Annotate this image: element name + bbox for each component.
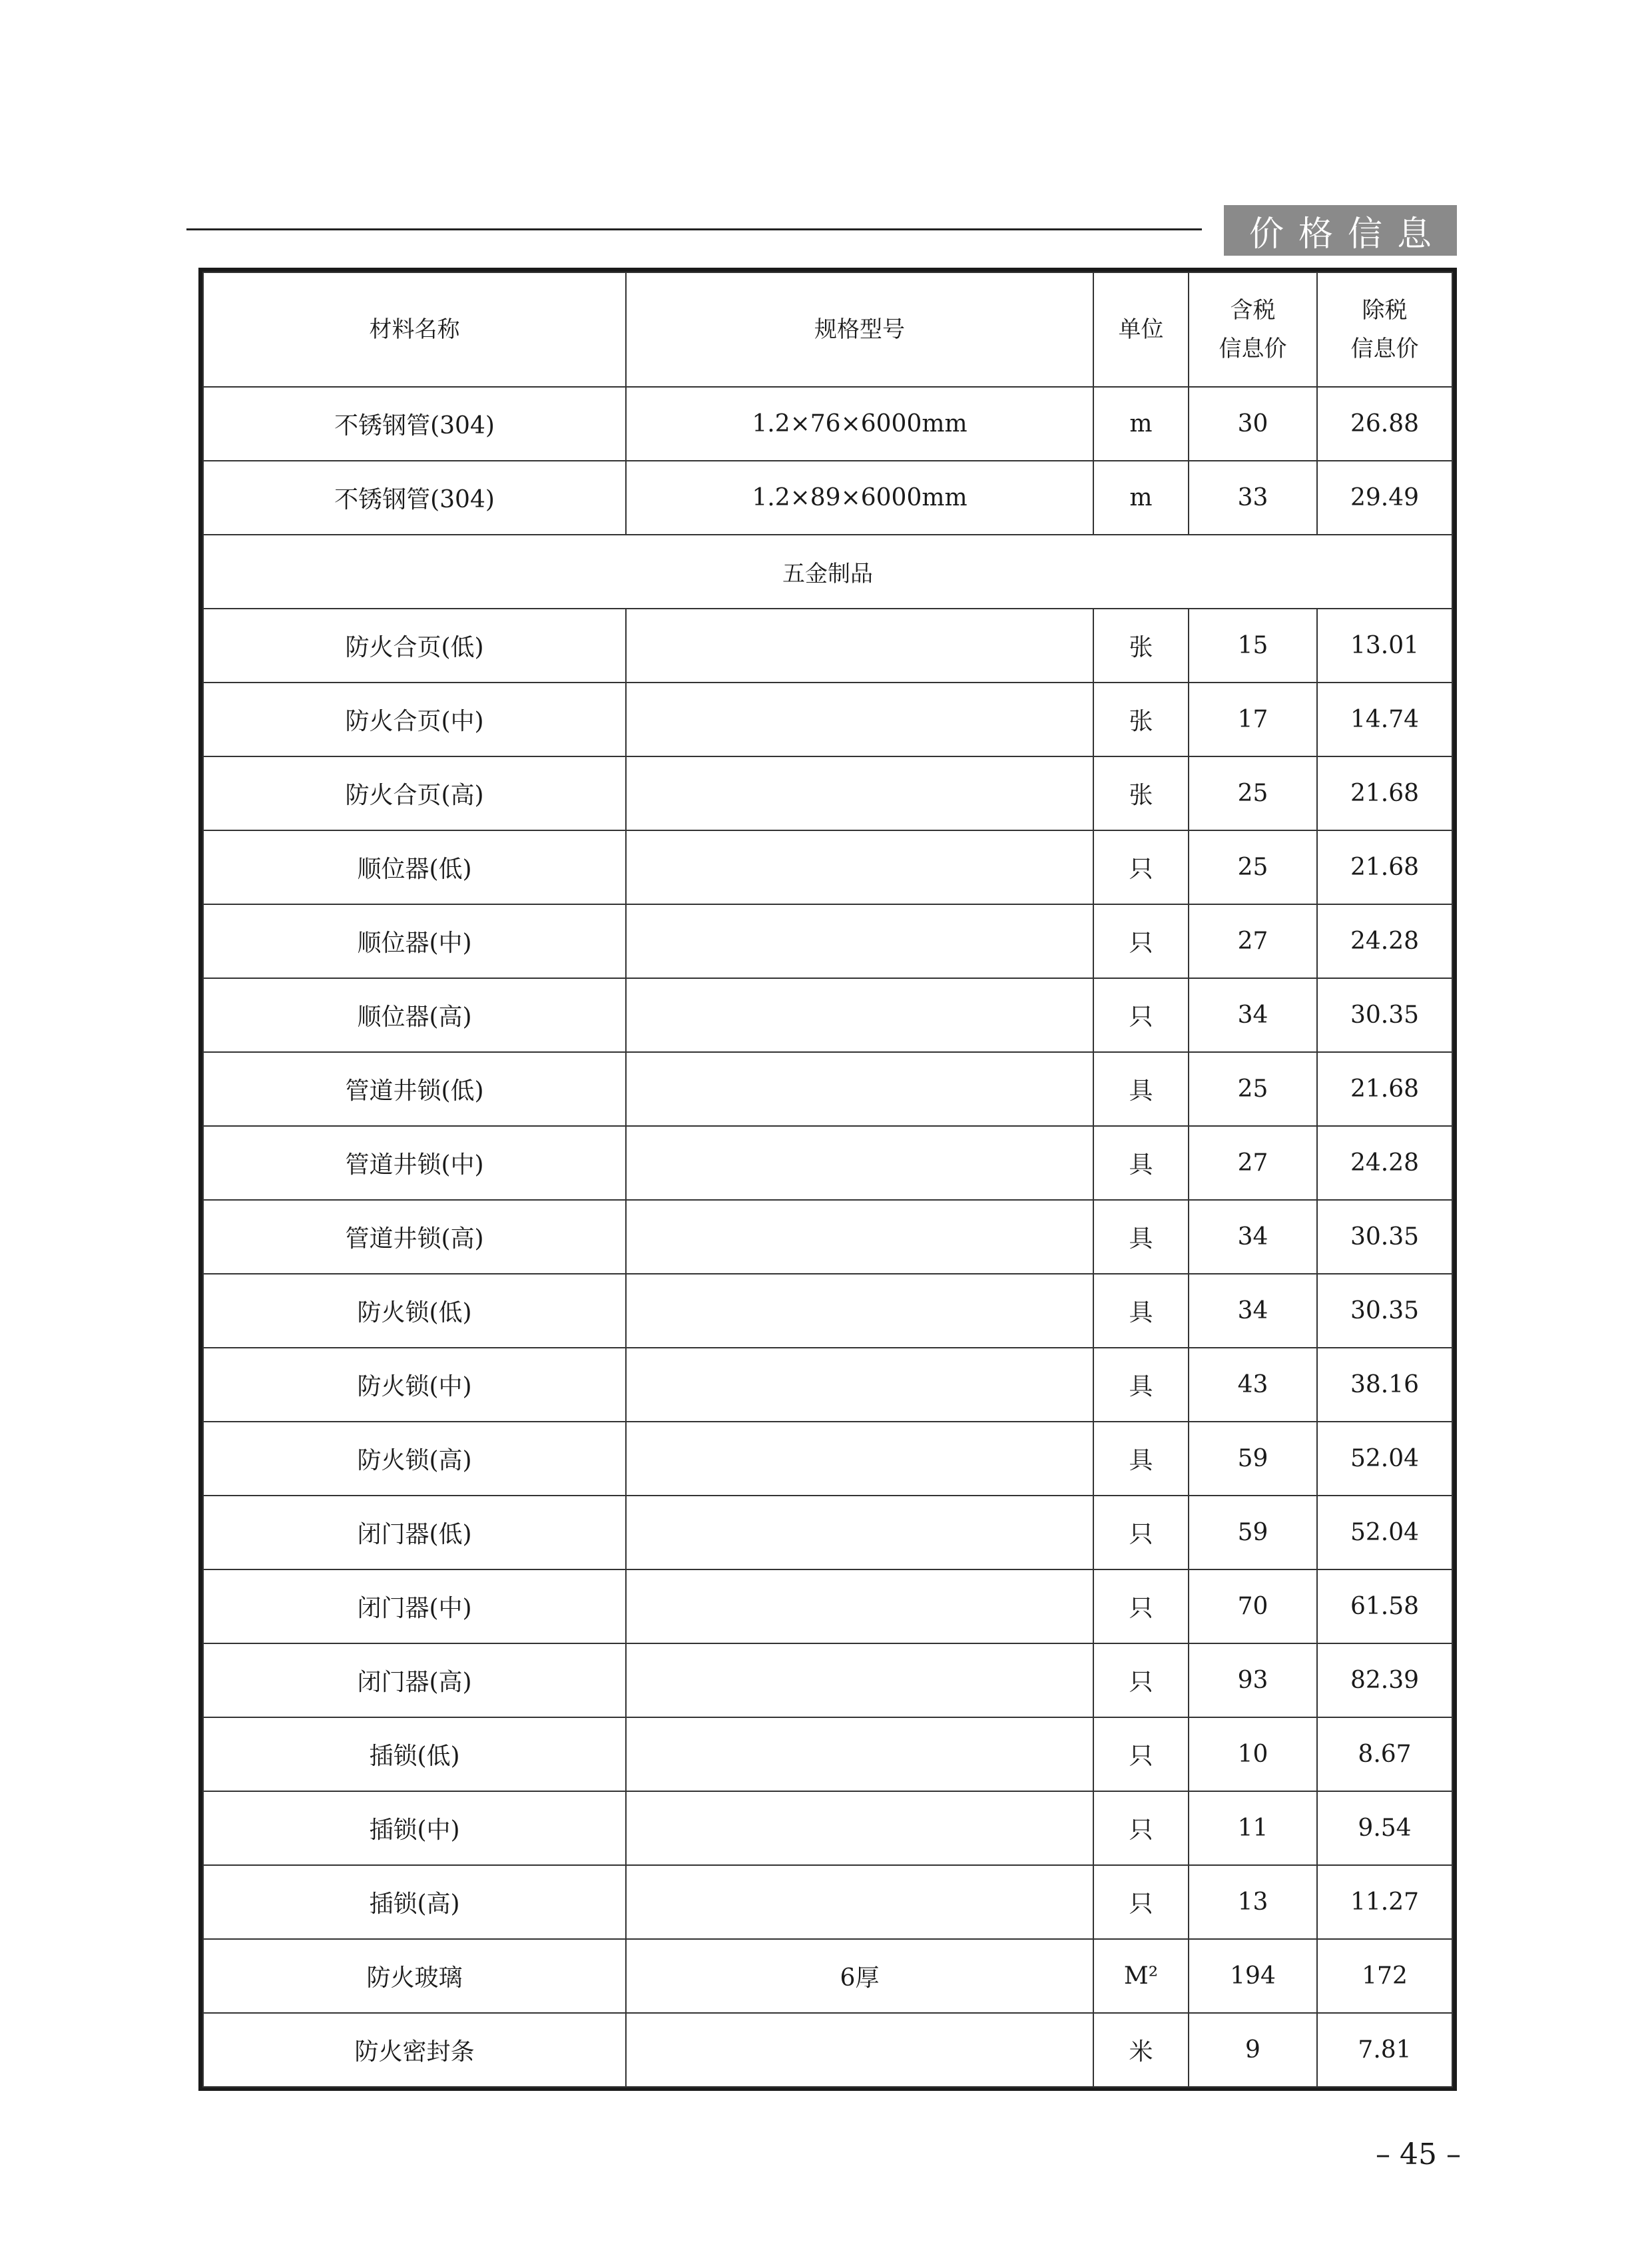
cell-spec xyxy=(626,1791,1093,1865)
cell-name: 顺位器(高) xyxy=(203,978,626,1052)
cell-unit: 只 xyxy=(1093,1791,1189,1865)
cell-name: 插锁(中) xyxy=(203,1791,626,1865)
cell-name: 防火锁(中) xyxy=(203,1348,626,1422)
column-header-spec: 规格型号 xyxy=(626,272,1093,387)
table-row xyxy=(203,904,1452,978)
cell-name: 防火合页(高) xyxy=(203,756,626,830)
cell-spec xyxy=(626,1569,1093,1643)
cell-spec: 1.2×76×6000mm xyxy=(626,387,1093,461)
cell-spec xyxy=(626,1496,1093,1569)
table-row xyxy=(203,1643,1452,1717)
cell-unit: m xyxy=(1093,461,1189,535)
cell-name: 防火合页(低) xyxy=(203,609,626,683)
cell-unit: 只 xyxy=(1093,1643,1189,1717)
table-row xyxy=(203,1126,1452,1200)
cell-price-notax: 9.54 xyxy=(1317,1791,1452,1865)
table-row xyxy=(203,609,1452,683)
section-title-tab xyxy=(1224,205,1457,256)
cell-name: 闭门器(低) xyxy=(203,1496,626,1569)
cell-price-tax: 93 xyxy=(1189,1643,1317,1717)
table-row xyxy=(203,1348,1452,1422)
cell-unit: m xyxy=(1093,387,1189,461)
table-row xyxy=(203,683,1452,756)
table-header-row xyxy=(203,272,1452,387)
cell-price-tax: 27 xyxy=(1189,904,1317,978)
cell-name: 插锁(高) xyxy=(203,1865,626,1939)
cell-unit: 张 xyxy=(1093,756,1189,830)
cell-name: 防火锁(高) xyxy=(203,1422,626,1496)
table-row xyxy=(203,1274,1452,1348)
cell-unit: 只 xyxy=(1093,1865,1189,1939)
cell-name: 防火合页(中) xyxy=(203,683,626,756)
cell-unit: 张 xyxy=(1093,683,1189,756)
table-row xyxy=(203,830,1452,904)
cell-price-notax: 8.67 xyxy=(1317,1717,1452,1791)
cell-name: 插锁(低) xyxy=(203,1717,626,1791)
table-row xyxy=(203,1865,1452,1939)
cell-price-tax: 27 xyxy=(1189,1126,1317,1200)
cell-name: 顺位器(低) xyxy=(203,830,626,904)
section-title: 价格信息 xyxy=(1248,214,1446,254)
cell-spec xyxy=(626,1643,1093,1717)
cell-price-tax: 43 xyxy=(1189,1348,1317,1422)
cell-spec xyxy=(626,1052,1093,1126)
cell-unit: 只 xyxy=(1093,1569,1189,1643)
cell-spec xyxy=(626,830,1093,904)
cell-unit: 具 xyxy=(1093,1422,1189,1496)
column-header-name: 材料名称 xyxy=(203,272,626,387)
table-row xyxy=(203,1791,1452,1865)
table-row xyxy=(203,387,1452,461)
cell-price-tax: 34 xyxy=(1189,1200,1317,1274)
column-header-price-notax: 除税 信息价 xyxy=(1317,272,1452,387)
cell-price-notax: 61.58 xyxy=(1317,1569,1452,1643)
cell-price-notax: 52.04 xyxy=(1317,1422,1452,1496)
cell-price-tax: 25 xyxy=(1189,1052,1317,1126)
cell-name: 管道井锁(低) xyxy=(203,1052,626,1126)
table-row xyxy=(203,1496,1452,1569)
table-row xyxy=(203,1569,1452,1643)
cell-spec xyxy=(626,1717,1093,1791)
cell-spec xyxy=(626,756,1093,830)
cell-spec xyxy=(626,609,1093,683)
cell-price-notax: 7.81 xyxy=(1317,2013,1452,2087)
cell-spec xyxy=(626,978,1093,1052)
table-row xyxy=(203,461,1452,535)
cell-spec: 1.2×89×6000mm xyxy=(626,461,1093,535)
cell-price-tax: 34 xyxy=(1189,1274,1317,1348)
cell-price-notax: 21.68 xyxy=(1317,1052,1452,1126)
cell-price-notax: 172 xyxy=(1317,1939,1452,2013)
cell-name: 管道井锁(中) xyxy=(203,1126,626,1200)
cell-unit: 具 xyxy=(1093,1348,1189,1422)
column-header-price-tax: 含税 信息价 xyxy=(1189,272,1317,387)
table-row xyxy=(203,756,1452,830)
cell-price-notax: 21.68 xyxy=(1317,756,1452,830)
column-header-unit: 单位 xyxy=(1093,272,1189,387)
cell-spec xyxy=(626,1865,1093,1939)
category-label: 五金制品 xyxy=(203,535,1452,609)
cell-price-tax: 9 xyxy=(1189,2013,1317,2087)
table-row xyxy=(203,1717,1452,1791)
cell-unit: 具 xyxy=(1093,1052,1189,1126)
price-table xyxy=(202,272,1453,2088)
cell-unit: 只 xyxy=(1093,1496,1189,1569)
cell-name: 管道井锁(高) xyxy=(203,1200,626,1274)
cell-price-notax: 29.49 xyxy=(1317,461,1452,535)
cell-spec xyxy=(626,2013,1093,2087)
cell-price-notax: 30.35 xyxy=(1317,1200,1452,1274)
cell-unit: 只 xyxy=(1093,978,1189,1052)
cell-price-tax: 25 xyxy=(1189,756,1317,830)
cell-spec xyxy=(626,1274,1093,1348)
cell-name: 顺位器(中) xyxy=(203,904,626,978)
cell-name: 不锈钢管(304) xyxy=(203,387,626,461)
cell-price-tax: 15 xyxy=(1189,609,1317,683)
header-rule xyxy=(186,228,1202,230)
price-table-frame xyxy=(198,268,1457,2091)
cell-spec xyxy=(626,1200,1093,1274)
cell-price-tax: 70 xyxy=(1189,1569,1317,1643)
cell-spec xyxy=(626,683,1093,756)
cell-price-tax: 194 xyxy=(1189,1939,1317,2013)
cell-price-notax: 82.39 xyxy=(1317,1643,1452,1717)
cell-unit: 具 xyxy=(1093,1200,1189,1274)
cell-price-notax: 26.88 xyxy=(1317,387,1452,461)
cell-price-notax: 14.74 xyxy=(1317,683,1452,756)
cell-unit: 具 xyxy=(1093,1126,1189,1200)
cell-unit: M² xyxy=(1093,1939,1189,2013)
cell-price-notax: 30.35 xyxy=(1317,1274,1452,1348)
cell-price-notax: 11.27 xyxy=(1317,1865,1452,1939)
cell-price-tax: 13 xyxy=(1189,1865,1317,1939)
cell-unit: 只 xyxy=(1093,1717,1189,1791)
cell-price-notax: 24.28 xyxy=(1317,1126,1452,1200)
cell-price-tax: 33 xyxy=(1189,461,1317,535)
table-row xyxy=(203,1052,1452,1126)
cell-price-tax: 30 xyxy=(1189,387,1317,461)
table-row xyxy=(203,2013,1452,2087)
cell-name: 闭门器(中) xyxy=(203,1569,626,1643)
cell-name: 防火玻璃 xyxy=(203,1939,626,2013)
cell-spec xyxy=(626,904,1093,978)
cell-price-tax: 10 xyxy=(1189,1717,1317,1791)
table-row xyxy=(203,1200,1452,1274)
cell-name: 防火锁(低) xyxy=(203,1274,626,1348)
cell-unit: 米 xyxy=(1093,2013,1189,2087)
cell-spec: 6厚 xyxy=(626,1939,1093,2013)
table-row xyxy=(203,1939,1452,2013)
cell-name: 防火密封条 xyxy=(203,2013,626,2087)
cell-unit: 具 xyxy=(1093,1274,1189,1348)
cell-price-tax: 11 xyxy=(1189,1791,1317,1865)
table-body xyxy=(203,387,1452,2087)
cell-price-tax: 59 xyxy=(1189,1496,1317,1569)
cell-price-tax: 34 xyxy=(1189,978,1317,1052)
cell-price-notax: 38.16 xyxy=(1317,1348,1452,1422)
cell-unit: 只 xyxy=(1093,904,1189,978)
cell-price-notax: 24.28 xyxy=(1317,904,1452,978)
cell-price-notax: 30.35 xyxy=(1317,978,1452,1052)
cell-price-tax: 17 xyxy=(1189,683,1317,756)
cell-price-tax: 25 xyxy=(1189,830,1317,904)
cell-spec xyxy=(626,1422,1093,1496)
cell-spec xyxy=(626,1126,1093,1200)
table-row xyxy=(203,1422,1452,1496)
cell-name: 不锈钢管(304) xyxy=(203,461,626,535)
cell-price-tax: 59 xyxy=(1189,1422,1317,1496)
cell-spec xyxy=(626,1348,1093,1422)
cell-price-notax: 52.04 xyxy=(1317,1496,1452,1569)
cell-price-notax: 21.68 xyxy=(1317,830,1452,904)
cell-price-notax: 13.01 xyxy=(1317,609,1452,683)
category-row xyxy=(203,535,1452,609)
cell-unit: 张 xyxy=(1093,609,1189,683)
cell-name: 闭门器(高) xyxy=(203,1643,626,1717)
cell-unit: 只 xyxy=(1093,830,1189,904)
table-row xyxy=(203,978,1452,1052)
page-number: – 45 – xyxy=(1376,2137,1461,2171)
